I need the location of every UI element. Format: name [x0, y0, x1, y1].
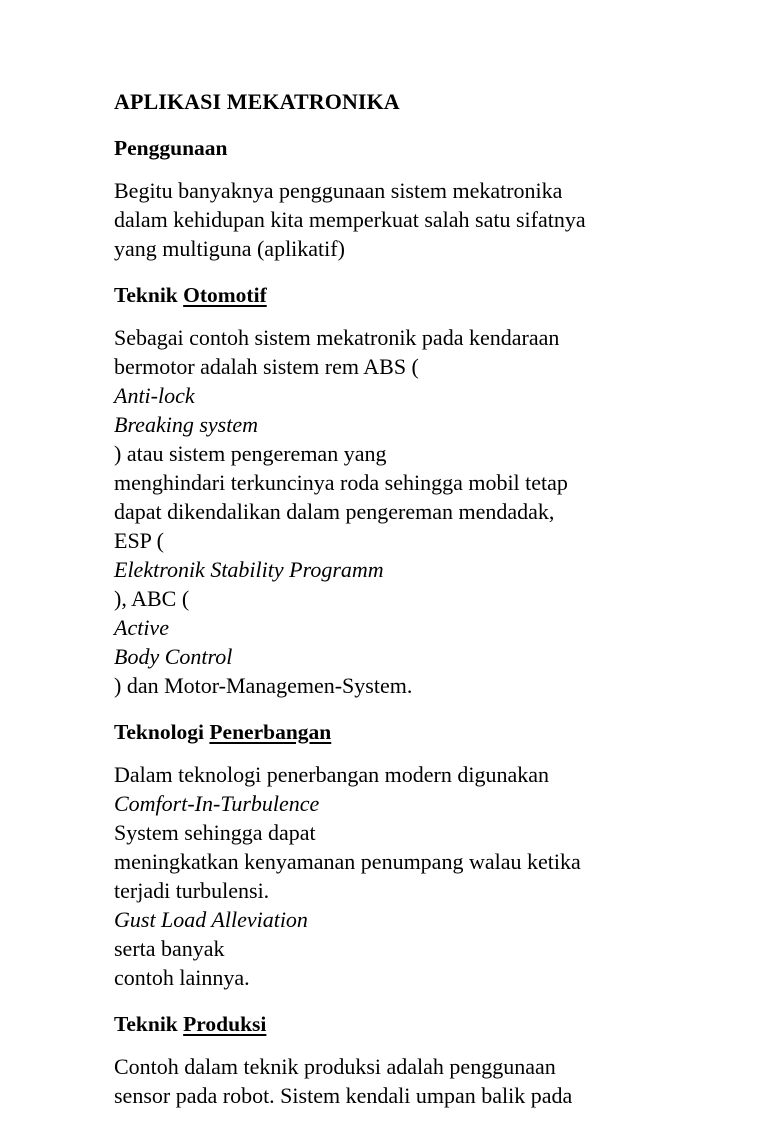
- text-line: [114, 876, 674, 963]
- text-line: contoh lainnya.: [114, 965, 250, 990]
- text-line: dapat dikendalikan dalam pengereman mendadak,: [114, 499, 555, 524]
- document-body: [114, 88, 674, 1128]
- text-run: bermotor adalah sistem rem ABS (: [114, 354, 419, 379]
- text-line: Contoh dalam teknik produksi adalah penggunaan: [114, 1054, 556, 1079]
- text-run: ) atau sistem pengereman yang: [114, 441, 387, 466]
- italic-run: Comfort-In-Turbulence: [114, 791, 320, 816]
- italic-run: Anti-lock: [114, 383, 195, 408]
- heading-text: Penggunaan: [114, 136, 228, 160]
- section-heading-penggunaan: [114, 134, 674, 162]
- heading-text: Teknik: [114, 1012, 184, 1036]
- italic-run: Breaking system: [114, 412, 258, 437]
- text-run: ) dan Motor-Managemen-System.: [114, 673, 413, 698]
- heading-text: Teknologi: [114, 720, 210, 744]
- text-line: [114, 352, 674, 410]
- heading-link-penerbangan[interactable]: Penerbangan: [209, 720, 332, 744]
- text-line: Sebagai contoh sistem mekatronik pada kendaraan: [114, 325, 560, 350]
- section-heading-otomotif: [114, 281, 674, 309]
- text-line: [114, 526, 674, 642]
- italic-run: Gust Load Alleviation: [114, 907, 308, 932]
- italic-run: Active: [114, 615, 169, 640]
- section-heading-produksi: [114, 1010, 674, 1038]
- text-line: [114, 642, 674, 700]
- document-title: APLIKASI MEKATRONIKA: [114, 89, 400, 114]
- text-line: dalam kehidupan kita memperkuat salah satu sifatnya: [114, 207, 586, 232]
- text-line: [114, 789, 674, 847]
- italic-run: Body Control: [114, 644, 233, 669]
- text-line: menghindari terkuncinya roda sehingga mobil tetap: [114, 470, 568, 495]
- heading-link-otomotif[interactable]: Otomotif: [183, 283, 267, 307]
- italic-run: Elektronik Stability Programm: [114, 557, 384, 582]
- paragraph-otomotif: [114, 323, 674, 700]
- paragraph-penggunaan: [114, 176, 674, 263]
- text-line: sensor pada robot. Sistem kendali umpan balik pada: [114, 1083, 573, 1108]
- text-run: ESP (: [114, 528, 164, 553]
- paragraph-penerbangan: [114, 760, 674, 992]
- text-line: meningkatkan kenyamanan penumpang walau ketika: [114, 849, 581, 874]
- section-heading-penerbangan: [114, 718, 674, 746]
- text-line: Dalam teknologi penerbangan modern digunakan: [114, 762, 549, 787]
- text-run: ), ABC (: [114, 586, 190, 611]
- text-run: System sehingga dapat: [114, 820, 316, 845]
- text-run: serta banyak: [114, 936, 225, 961]
- text-run: terjadi turbulensi.: [114, 878, 270, 903]
- text-line: [114, 410, 674, 468]
- heading-text: Teknik: [114, 283, 184, 307]
- heading-link-produksi[interactable]: Produksi: [183, 1012, 267, 1036]
- text-line: Begitu banyaknya penggunaan sistem mekatronika: [114, 178, 563, 203]
- paragraph-produksi: [114, 1052, 674, 1110]
- text-line: yang multiguna (aplikatif): [114, 236, 345, 261]
